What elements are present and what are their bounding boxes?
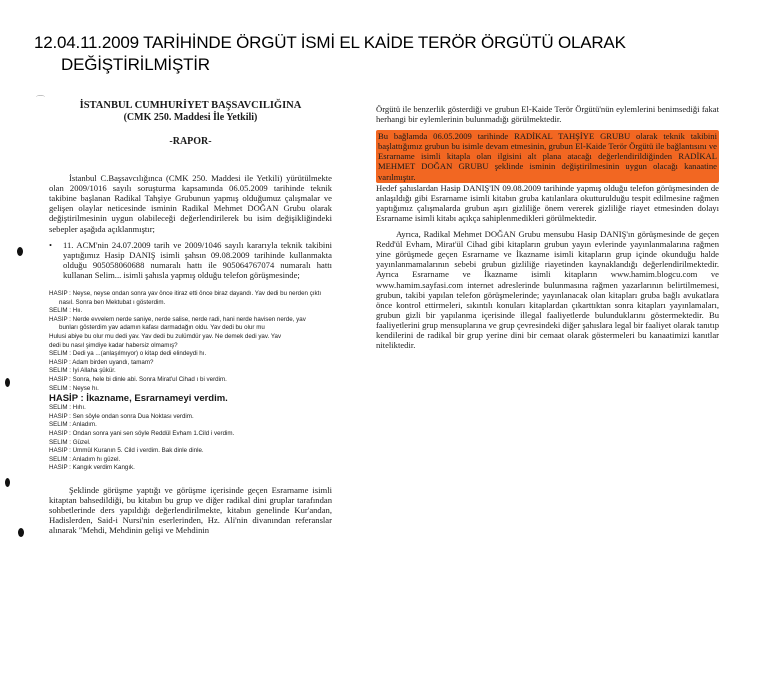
report-right-column <box>376 104 719 356</box>
transcript-line: bunları gösterdim yav adamın kafası darmadağın oldu. Yav dedi bu olur mu <box>59 324 265 332</box>
transcript-line: SELİM : Neyse hı. <box>49 384 99 392</box>
highlighted-paragraph: Bu bağlamda 06.05.2009 tarihinde RADİKAL TAHŞİYE GRUBU olarak teknik takibini başlattığımız grubun bu isimle devam etmesinin, grubun El-Kaide Terör Örgütü ile bağlantısını ve Esrarname isimli kitapla olan ilgisini alt plana atacağı değerlendirildiğinden RADİKAL MEHMET DOĞAN GRUBU şeklinde isminin değiştirilmesinin uygun olacağı kanaatine varılmıştır. <box>378 131 717 182</box>
transcript-line: dedi bu nasıl şimdiye kadar habersiz olmamış? <box>49 341 178 349</box>
transcript-line: nasıl. Sonra ben Mektubat ı gösterdim. <box>59 298 166 306</box>
transcript-line: SELİM : Hıı. <box>49 307 83 315</box>
transcript-line: SELİM : Anladım. <box>49 421 97 429</box>
report-label: -RAPOR- <box>169 136 212 147</box>
transcript-line: HASİP : Sen söyle ondan sonra Dua Noktası verdim. <box>49 412 194 420</box>
page-title <box>34 32 734 76</box>
transcript-line: HASİP : Neyse, neyse ondan sonra yav önce itiraz etti önce biraz dayandı. Yav dedi bu nerden çıktı <box>49 290 322 298</box>
report-left-column <box>49 100 332 541</box>
transcript-line: HASİP : Ondan sonra yani sen söyle Reddül Evham 1.Cild i verdim. <box>49 429 235 437</box>
transcript-line: SELİM : İyi Allaha şükür. <box>49 367 116 375</box>
title-line-2: DEĞİŞTİRİLMİŞTİR <box>61 55 210 74</box>
punch-hole <box>18 528 24 537</box>
transcript-line: HASİP : Sonra, hele bi dinle abi. Sonra Mirat'ul Cihad ı bi verdim. <box>49 375 227 383</box>
transcript-line: SELİM : Anladım hı güzel. <box>49 455 121 463</box>
target-paragraph: Hedef şahıslardan Hasip DANIŞ'IN 09.08.2009 tarihinde yapmış olduğu telefon görüşmesinden de anlaşıldığı gibi Esrarname isimli kitabın gruba katılanlara okutturulduğu tespit edilmesine rağmen yaptığımız çalışmalarda grubun aşırı gizliliğe önem vererek gizliliğe riayet etmesinden dolayı Esrarname isimli kitabı açıkça sahiplenmedikleri görülmektedir. <box>376 182 719 223</box>
report-heading: İSTANBUL CUMHURİYET BAŞSAVCILIĞINA <box>79 100 302 111</box>
report-subheading: (CMK 250. Maddesi İle Yetkili) <box>123 112 258 123</box>
transcript-line: SELİM : Güzel. <box>49 438 91 446</box>
transcript-line: HASİP : Ümmül Kuranın 5. Cild i verdim. Bak dinle dinle. <box>49 447 204 455</box>
transcript-line: Hulusi abiye bu olur mu dedi yav. Yav dedi bu zulümdür yav. Ne demek dedi yav. Yav <box>49 333 282 340</box>
transcript-line: SELİM : Hıhı. <box>49 404 86 412</box>
transcript-line: SELİM : Dedi ya ...(anlaşılmıyor) o kitap dedi elindeydi hı. <box>49 350 207 358</box>
transcript-line: HASİP : İkazname, Esrarnameyi verdim. <box>49 393 228 405</box>
continuation-paragraph: Örgütü ile benzerlik gösterdiği ve grubun El-Kaide Terör Örgütü'nün eylemlerini benimsediği fakat herhangi bir eylemlerinin bulunmadığı görülmektedir. <box>376 104 719 125</box>
transcript-line: HASİP : Nerde evvelem nerde saniye, nerde salise, nerde radi, hani nerde havisen nerde, yav <box>49 315 306 323</box>
punch-hole <box>5 378 10 387</box>
phone-transcript <box>49 290 332 473</box>
scan-mark: ⌒ <box>36 95 46 105</box>
punch-hole <box>17 247 23 256</box>
bullet-paragraph: • 11. ACM'nin 24.07.2009 tarih ve 2009/1046 sayılı kararıyla teknik takibini yaptığımız Hasip DANIŞ isimli şahsın 09.08.2009 tarihinde kullanmakta olduğu 905058060688 numaralı hattı ile 905064767074 numaralı hattı kullanan Selim... isimli şahısla yapmış olduğu telefon görüşmesinde; <box>49 240 332 280</box>
books-paragraph: Ayrıca, Radikal Mehmet DOĞAN Grubu mensubu Hasip DANIŞ'ın görüşmesinde de geçen Redd'ül Evham, Mirat'ül Cihad gibi kitapların grubun yayın evlerinde yayınlanmalarına rağmen yine görüşmede geçen Esrarname ve İkazname isimli kitapların grup içinde okunduğu halde yayınlanmamalarının sebebi grubun gizliliğe riayetinden kaynaklandığı değerlendirilmektedir. Ayrıca Esrarname ve İkazname isimli kitapların www.hamim.blogcu.com ve www.hamim.sayfasi.com internet adreslerinde bulunmasına rağmen yazarlarının belirtilmemesi, grubun, takibi yapılan telefon görüşmelerinde; yayınlanacak olan kitapları gruba bağlı avukatlara önce kontrol ettirmeleri, sıkıntılı konuları kitaplardan çıkarttıktan sonra kitapları yayınlamaları, grubun gizli bir yapılanma içerisinde illegal faaliyetlerde bulunduklarını göstermektedir. Bu faaliyetlerini grup mensuplarına ve grup çevresindeki diğer şahıslara legal bir faaliyet olarak tanıtıp kendilerini de radikal bir grup yerine dini bir cemaat olarak göstermeleri bu kanaatimizi kanıtlar niteliktedir. <box>376 229 719 351</box>
transcript-line: HASİP : Adam birden uyandı, tamam? <box>49 358 154 366</box>
punch-hole <box>5 478 10 487</box>
title-line-1: 12.04.11.2009 TARİHİNDE ÖRGÜT İSMİ EL KAİDE TERÖR ÖRGÜTÜ OLARAK <box>34 33 626 52</box>
transcript-line: HASİP : Kangık verdim Kangık. <box>49 464 135 472</box>
closing-paragraph: Şeklinde görüşme yaptığı ve görüşme içerisinde geçen Esrarname isimli kitaptan bahsedildiği, bu kitabın bu grup ve diğer radikal dini gruplar tarafından sohbetlerinde ders yapıldığı değerlendirilmekte, kitabın genelinde Kur'andan, Hadislerden, Said-i Nursi'nin eserlerinden, Hz. Ali'nin divanından referanslar alınarak "Mehdi, Mehdinin gelişi ve Mehdinin <box>49 484 332 536</box>
intro-paragraph: İstanbul C.Başsavcılığınca (CMK 250. Maddesi ile Yetkili) yürütülmekte olan 2009/1016 sayılı soruşturma kapsamında 06.05.2009 tarihinde teknik takibine başlanan Radikal Tahşiye Grubunun yapmış olduğumuz çalışmalar ve gelişen olaylar neticesinde isminin Radikal Mehmet DOĞAN Grubu olarak değiştirilmesinin uygun olabileceği değerlendirilerek bu isim değişikliğindeki sebepler aşağıda açıklanmıştır; <box>49 173 332 234</box>
